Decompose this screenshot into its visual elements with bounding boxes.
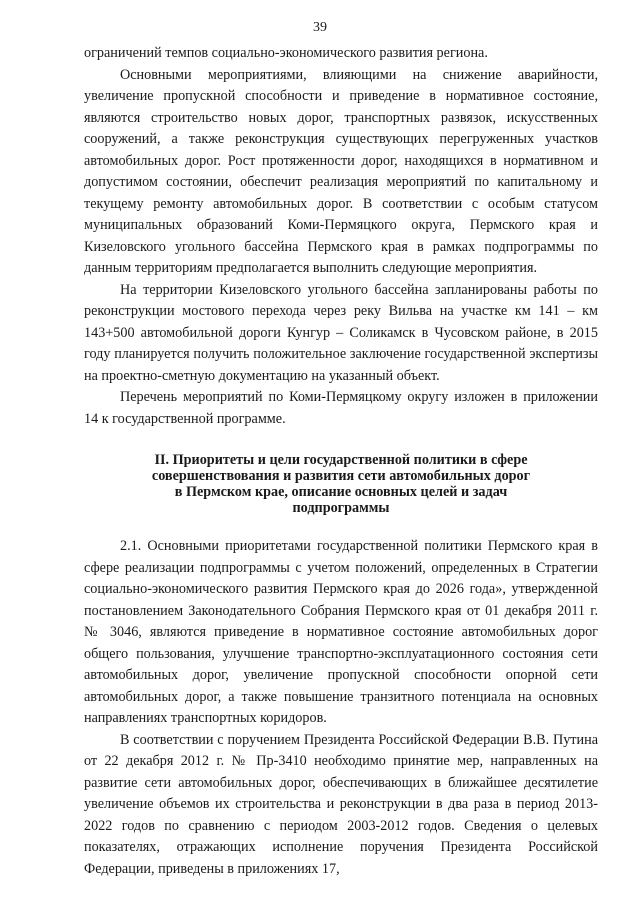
heading-line: совершенствования и развития сети автомобильных дорог <box>151 468 531 484</box>
section-heading <box>84 452 598 516</box>
document-body <box>84 43 598 880</box>
section-body <box>84 536 598 880</box>
paragraph: 2.1. Основными приоритетами государственной политики Пермского края в сфере реализации подпрограммы с учетом положений, определенных в Стратегии социально-экономического развития Пермского края до 2026 года», утвержденной постановлением Законодательного Собрания Пермского края от 01 декабря 2011 г. № 3046, являются приведение в нормативное состояние автомобильных дорог общего пользования, улучшение транспортно-эксплуатационного состояния сети автомобильных дорог, увеличение пропускной способности опорной сети автомобильных дорог, а также повышение транзитного потенциала на основных направлениях транспортных коридоров. <box>84 538 598 726</box>
paragraph: В соответствии с поручением Президента Российской Федерации В.В. Путина от 22 декабря 2012 г. № Пр-3410 необходимо принятие мер, направленных на развитие сети автомобильных дорог, обеспечивающих в ближайшее десятилетие увеличение объемов их строительства и реконструкции в два раза в период 2013-2022 годов по сравнению с периодом 2003-2012 годов. Сведения о целевых показателях, отражающих исполнение поручения Президента Российской Федерации, приведены в приложениях 17, <box>84 731 598 877</box>
heading-line: подпрограммы <box>292 500 390 516</box>
paragraph: Основными мероприятиями, влияющими на снижение аварийности, увеличение пропускной способности и приведение в нормативное состояние, являются строительство новых дорог, транспортных развязок, искусственных сооружений, а также реконструкция существующих перегруженных участков автомобильных дорог. Рост протяженности дорог, находящихся в нормативном и допустимом состоянии, обеспечит реализация мероприятий по капитальному и текущему ремонту автомобильных дорог. В соответствии с особым статусом муниципальных образований Коми-Пермяцкого округа, Пермского края и Кизеловского угольного бассейна Пермского края в рамках подпрограммы по данным территориям предполагается выполнить следующие мероприятия. <box>84 66 598 276</box>
paragraph: На территории Кизеловского угольного бассейна запланированы работы по реконструкции мостового перехода через реку Вильва на участке км 141 – км 143+500 автомобильной дороги Кунгур – Соликамск в Чусовском районе, в 2015 году планируется получить положительное заключение государственной экспертизы на проектно-сметную документацию на указанный объект. <box>84 281 598 384</box>
page-number: 39 <box>313 20 327 35</box>
heading-line: в Пермском крае, описание основных целей и задач <box>174 484 508 500</box>
section-intro <box>84 43 598 430</box>
paragraph: Перечень мероприятий по Коми-Пермяцкому округу изложен в приложении 14 к государственной программе. <box>84 389 598 427</box>
heading-line: II. Приоритеты и цели государственной политики в сфере <box>154 452 528 468</box>
paragraph: ограничений темпов социально-экономического развития региона. <box>84 45 488 61</box>
